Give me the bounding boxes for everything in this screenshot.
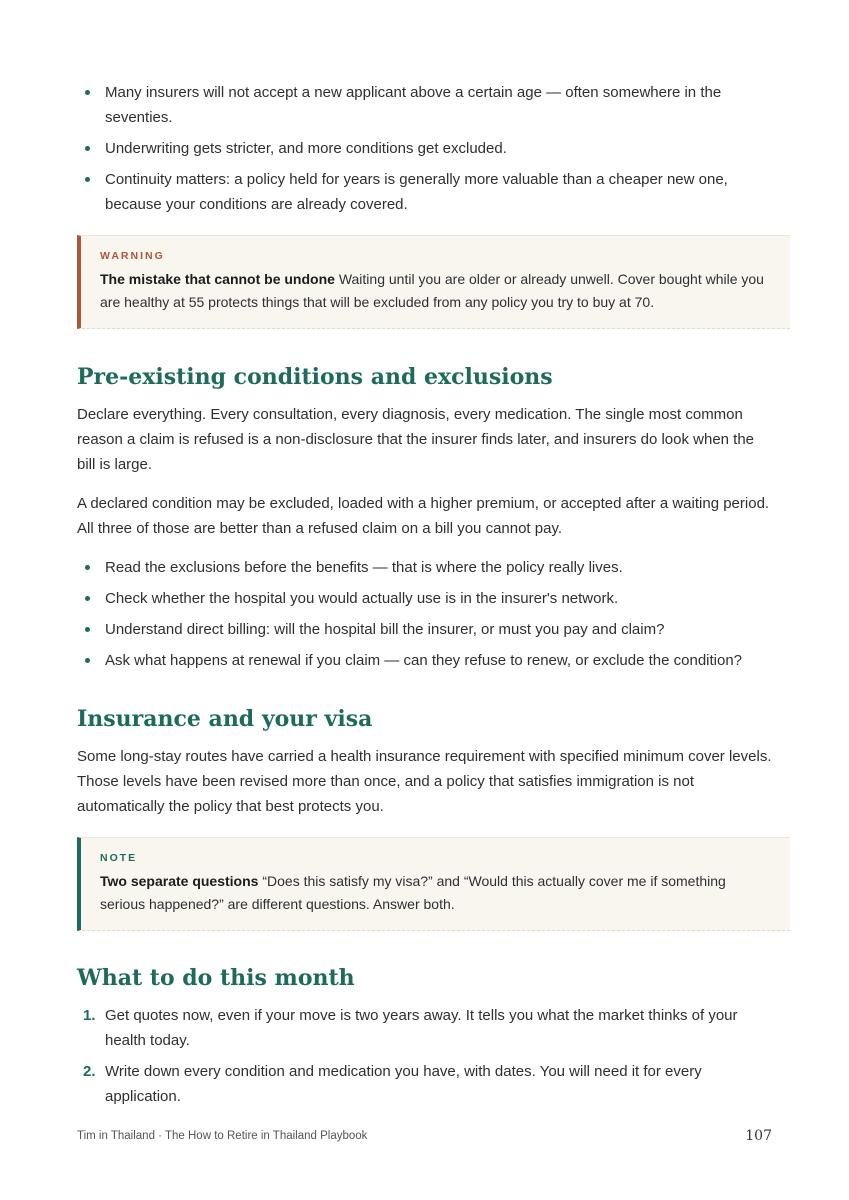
paragraph: Some long-stay routes have carried a health insurance requirement with specified minimum cover levels. Those levels have been revised more than once, and a policy that satisfies immigration is not automatically the policy that best protects you.: [77, 748, 772, 815]
exclusions-bullet-list: [77, 555, 777, 679]
note-body: [100, 870, 772, 916]
paragraph: Declare everything. Every consultation, every diagnosis, every medication. The single most common reason a claim is refused is a non-disclosure that the insurer finds later, and insurers do look when the bill is large.: [77, 406, 755, 473]
warning-callout: [77, 235, 790, 329]
paragraph: A declared condition may be excluded, loaded with a higher premium, or accepted after a waiting period. All three of those are better than a refused claim on a bill you cannot pay.: [77, 495, 770, 537]
step-number: 1.: [83, 1007, 96, 1024]
step-number: 2.: [83, 1063, 96, 1080]
list-item: Understand direct billing: will the hospital bill the insurer, or must you pay and claim?: [77, 617, 777, 642]
bullet-icon: [85, 565, 90, 570]
bullet-icon: [85, 146, 90, 151]
note-callout: [77, 837, 790, 931]
page-footer: [77, 1130, 772, 1150]
note-title: Two separate questions: [100, 873, 259, 889]
bullet-icon: [85, 90, 90, 95]
intro-bullet-list: [77, 80, 772, 223]
note-tag: NOTE: [100, 852, 138, 864]
bullet-icon: [85, 596, 90, 601]
footer-book-title: Tim in Thailand · The How to Retire in Thailand Playbook: [77, 1130, 368, 1142]
warning-title: The mistake that cannot be undone: [100, 271, 335, 287]
warning-tag: WARNING: [100, 250, 165, 262]
list-item: 2. Write down every condition and medication you have, with dates. You will need it for every application.: [77, 1059, 772, 1109]
list-item: 1. Get quotes now, even if your move is two years away. It tells you what the market thinks of your health today.: [77, 1003, 772, 1053]
bullet-icon: [85, 658, 90, 663]
warning-body: [100, 268, 772, 314]
bullet-icon: [85, 627, 90, 632]
list-item: Ask what happens at renewal if you claim — can they refuse to renew, or exclude the condition?: [77, 648, 777, 673]
section-heading-this-month: What to do this month: [77, 965, 355, 991]
note-text: “Does this satisfy my visa?” and “Would this actually cover me if something serious happened?” are different questions. Answer both.: [100, 873, 726, 912]
bullet-icon: [85, 177, 90, 182]
section-heading-preexisting: Pre-existing conditions and exclusions: [77, 364, 553, 390]
list-item: Check whether the hospital you would actually use is in the insurer's network.: [77, 586, 777, 611]
list-item: Many insurers will not accept a new applicant above a certain age — often somewhere in the seventies.: [77, 80, 772, 130]
page-number: 107: [745, 1128, 772, 1144]
list-item: Read the exclusions before the benefits — that is where the policy really lives.: [77, 555, 777, 580]
action-steps-list: [77, 1003, 772, 1115]
section-heading-visa: Insurance and your visa: [77, 706, 373, 732]
warning-text: Waiting until you are older or already unwell. Cover bought while you are healthy at 55 protects things that will be excluded from any policy you try to buy at 70.: [100, 271, 764, 310]
list-item: Underwriting gets stricter, and more conditions get excluded.: [77, 136, 772, 161]
list-item: Continuity matters: a policy held for years is generally more valuable than a cheaper new one, because your conditions are already covered.: [77, 167, 772, 217]
